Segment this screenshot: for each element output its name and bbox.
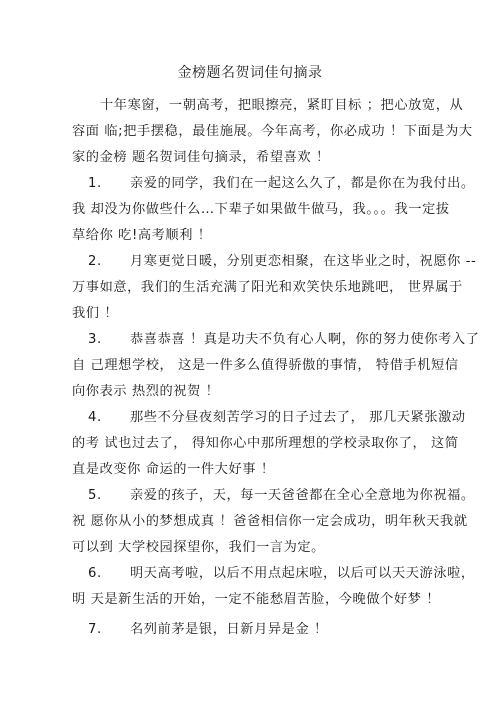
list-item-5-line-2: 祝 愿你从小的梦想成真 ！爸爸相信你一定会成功，明年秋天我就 [72, 514, 468, 529]
list-item-text: 月寒更觉日暖，分别更恋相聚，在这毕业之时，祝愿你 -- [130, 254, 477, 269]
list-item-text: 明天高考啦，以后不用点起床啦，以后可以天天游泳啦， [130, 566, 475, 581]
list-item-1-line-3: 草给你 吃!高考顺利 ！ [72, 228, 212, 243]
list-item-text: 恭喜恭喜 ！真是功夫不负有心人啊，你的努力使你考入了 [130, 332, 480, 347]
list-item-4-line-1 [72, 406, 466, 425]
intro-line-2: 容面 临;把手摆稳，最佳施展。今年高考，你必成功 ！下面是为大 [72, 124, 473, 139]
list-item-4-line-3: 直是改变你 命运的一件大好事 ！ [72, 462, 275, 477]
list-item-5-line-1 [72, 484, 475, 503]
list-item-number: 7. [88, 622, 102, 637]
list-item-text: 亲爱的孩子，天，每一天爸爸都在全心全意地为你祝福。 [130, 488, 475, 503]
list-item-4-line-2: 的考 试也过去了， 得知你心中那所理想的学校录取你了， 这简 [72, 436, 459, 451]
list-item-2-line-1 [72, 250, 477, 269]
document-title: 金榜题名贺词佳句摘录 [177, 65, 323, 81]
list-item-number: 4. [88, 410, 102, 425]
list-item-2-line-3: 我们 ！ [72, 306, 119, 321]
list-item-text: 那些不分昼夜刻苦学习的日子过去了， 那几天紧张激动 [130, 410, 466, 425]
list-item-text: 名列前茅是银，日新月异是金 ！ [130, 622, 328, 637]
list-item-2-line-2: 万事如意，我们的生活充满了阳光和欢笑快乐地跳吧， 世界属于 [72, 280, 463, 295]
list-item-6-line-1 [72, 562, 475, 581]
list-item-number: 1. [88, 176, 102, 191]
list-item-7-line-1 [72, 618, 440, 637]
intro-line-3: 家的金榜 题名贺词佳句摘录，希望喜欢 ！ [72, 150, 330, 165]
intro-line-1: 十年寒窗，一朝高考，把眼擦亮，紧盯目标 ；把心放宽，从 [100, 98, 464, 113]
list-item-text: 亲爱的同学，我们在一起这么久了，都是你在为我付出。 [130, 176, 475, 191]
list-item-5-line-3: 可以到 大学校园探望你，我们一言为定。 [72, 540, 325, 555]
list-item-3-line-1 [72, 328, 480, 347]
list-item-1-line-2: 我 却没为你做些什么…下辈子如果做牛做马，我。。。我一定拔 [72, 202, 450, 217]
list-item-3-line-2: 自 己理想学校， 这是一件多么值得骄傲的事情， 特借手机短信 [72, 358, 459, 373]
list-item-number: 2. [88, 254, 102, 269]
list-item-number: 6. [88, 566, 102, 581]
list-item-1-line-1 [72, 172, 475, 191]
list-item-number: 5. [88, 488, 102, 503]
list-item-number: 3. [88, 332, 102, 347]
list-item-3-line-3: 向你表示 热烈的祝贺 ！ [72, 384, 220, 399]
list-item-6-line-2: 明 天是新生活的开始，一定不能愁眉苦脸，今晚做个好梦 ！ [72, 592, 441, 607]
